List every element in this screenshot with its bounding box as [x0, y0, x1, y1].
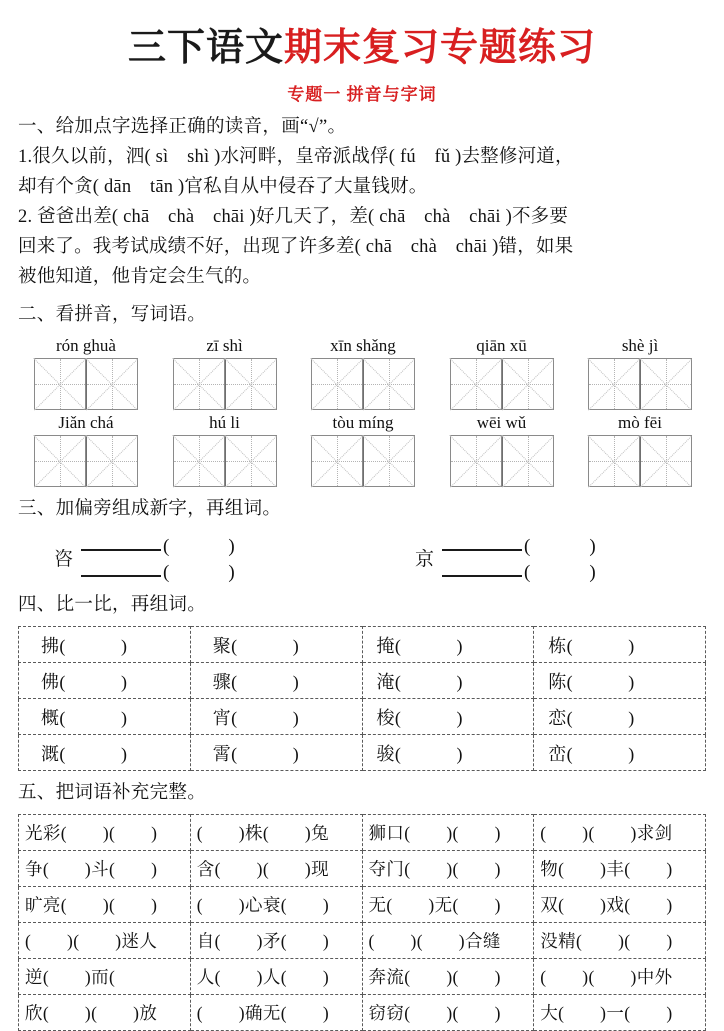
writing-box-pair[interactable]	[173, 358, 277, 410]
table-cell[interactable]: 宵( )	[190, 699, 362, 735]
writing-box-pair[interactable]	[34, 435, 138, 487]
writing-box-pair[interactable]	[311, 358, 415, 410]
section-one-q1-line1: 1.很久以前，泗( sì shì )水河畔，皇帝派战俘( fú fǔ )去整修河道，	[18, 146, 574, 167]
pinyin-label: mò fēi	[618, 412, 662, 432]
table-cell[interactable]: ( )心衰( )	[190, 887, 362, 923]
table-cell[interactable]: 无( )无( )	[362, 887, 534, 923]
table-cell[interactable]: 栋( )	[534, 627, 706, 663]
compare-words-table	[18, 626, 706, 771]
table-cell[interactable]: 佛( )	[19, 663, 191, 699]
write-blank[interactable]	[81, 563, 161, 577]
table-cell[interactable]: 物( )丰( )	[534, 851, 706, 887]
table-cell[interactable]: 争( )斗( )	[19, 851, 191, 887]
pinyin-label: rón ghuà	[56, 335, 116, 355]
writing-box[interactable]	[588, 435, 640, 487]
pinyin-grid-group	[173, 412, 277, 487]
pinyin-label: zī shì	[206, 335, 243, 355]
section-five	[18, 779, 706, 1031]
writing-box-pair[interactable]	[450, 358, 554, 410]
table-cell[interactable]: 霄( )	[190, 735, 362, 771]
pinyin-grid-row-1	[18, 335, 706, 410]
title-red-part: 期末复习专题练习	[284, 27, 597, 69]
table-row	[19, 699, 706, 735]
pinyin-grid-group	[34, 412, 138, 487]
pinyin-grid-group	[450, 335, 554, 410]
table-row	[19, 663, 706, 699]
section-two	[18, 301, 706, 487]
answer-line[interactable]	[442, 557, 596, 583]
table-cell[interactable]: 淹( )	[362, 663, 534, 699]
writing-box[interactable]	[34, 358, 86, 410]
table-cell[interactable]: 梭( )	[362, 699, 534, 735]
table-cell[interactable]: ( )( )迷人	[19, 923, 191, 959]
section-four	[18, 591, 706, 771]
table-cell[interactable]: ( )( )求剑	[534, 815, 706, 851]
section-five-heading: 五、把词语补充完整。	[18, 783, 207, 804]
pinyin-label: shè jì	[621, 335, 659, 355]
section-one-q2-line2: 回来了。我考试成绩不好，出现了许多差( chā chà chāi )错，如果	[18, 236, 574, 257]
pinyin-grid-group	[588, 412, 692, 487]
table-row	[19, 851, 706, 887]
complete-idioms-table	[18, 814, 706, 1031]
writing-box-pair[interactable]	[34, 358, 138, 410]
table-cell[interactable]: 峦( )	[534, 735, 706, 771]
section-four-heading: 四、比一比，再组词。	[18, 595, 207, 616]
writing-box-pair[interactable]	[450, 435, 554, 487]
writing-box[interactable]	[225, 435, 277, 487]
table-cell[interactable]: 双( )戏( )	[534, 887, 706, 923]
table-cell[interactable]: 骤( )	[190, 663, 362, 699]
pinyin-grid-group	[588, 335, 692, 410]
answer-line[interactable]	[81, 531, 235, 557]
table-cell[interactable]: 奔流( )( )	[362, 959, 534, 995]
page-title-block	[18, 0, 706, 105]
writing-box[interactable]	[173, 358, 225, 410]
table-cell[interactable]: 狮口( )( )	[362, 815, 534, 851]
table-cell[interactable]: 溉( )	[19, 735, 191, 771]
writing-box-pair[interactable]	[588, 435, 692, 487]
section-two-heading: 二、看拼音，写词语。	[18, 304, 207, 325]
table-cell[interactable]: 大( )一( )	[534, 995, 706, 1031]
pinyin-grid-group	[311, 335, 415, 410]
radical-exercise-item	[415, 531, 706, 583]
pinyin-grid-row-2	[18, 412, 706, 487]
table-cell[interactable]: 光彩( )( )	[19, 815, 191, 851]
base-character: 咨	[54, 548, 74, 570]
section-one-q2-line1: 2. 爸爸出差( chā chà chāi )好几天了，差( chā chà chāi )不多要	[18, 206, 569, 227]
base-character: 京	[415, 548, 435, 570]
section-one-q1-line2: 却有个贪( dān tān )官私自从中侵吞了大量钱财。	[18, 176, 428, 197]
writing-box[interactable]	[450, 435, 502, 487]
pinyin-label: Jiǎn chá	[58, 412, 114, 432]
table-cell[interactable]: 掩( )	[362, 627, 534, 663]
pinyin-label: tòu míng	[332, 412, 394, 432]
table-cell[interactable]: 夺门( )( )	[362, 851, 534, 887]
table-row	[19, 735, 706, 771]
pinyin-grid-group	[34, 335, 138, 410]
pinyin-label: wēi wǔ	[476, 412, 527, 432]
table-row	[19, 815, 706, 851]
writing-box[interactable]	[502, 358, 554, 410]
write-blank[interactable]	[442, 537, 522, 551]
writing-box[interactable]	[502, 435, 554, 487]
pinyin-grid-group	[173, 335, 277, 410]
writing-box[interactable]	[86, 435, 138, 487]
pinyin-grid-group	[450, 412, 554, 487]
section-three	[18, 495, 706, 583]
writing-box[interactable]	[34, 435, 86, 487]
section-three-heading: 三、加偏旁组成新字，再组词。	[18, 499, 282, 520]
pinyin-label: qiān xū	[476, 335, 527, 355]
answer-paren[interactable]: ( )	[524, 535, 597, 557]
table-cell[interactable]: 自( )矛( )	[190, 923, 362, 959]
table-cell[interactable]: ( )( )中外	[534, 959, 706, 995]
table-cell[interactable]: 骏( )	[362, 735, 534, 771]
table-cell[interactable]: ( )株( )兔	[190, 815, 362, 851]
table-cell[interactable]: 陈( )	[534, 663, 706, 699]
table-row	[19, 995, 706, 1031]
write-blank[interactable]	[81, 537, 161, 551]
table-row	[19, 627, 706, 663]
table-cell[interactable]: 欣( )( )放	[19, 995, 191, 1031]
writing-box[interactable]	[311, 358, 363, 410]
table-cell[interactable]: 概( )	[19, 699, 191, 735]
writing-box[interactable]	[588, 358, 640, 410]
writing-box[interactable]	[450, 358, 502, 410]
table-cell[interactable]: 拂( )	[19, 627, 191, 663]
section-one-heading: 一、给加点字选择正确的读音，画“√”。	[18, 116, 347, 137]
answer-paren[interactable]: ( )	[163, 535, 236, 557]
writing-box-pair[interactable]	[588, 358, 692, 410]
answer-paren[interactable]: ( )	[524, 561, 597, 583]
answer-line[interactable]	[442, 531, 596, 557]
table-row	[19, 923, 706, 959]
answer-lines	[81, 531, 235, 583]
answer-line[interactable]	[81, 557, 235, 583]
writing-box[interactable]	[363, 358, 415, 410]
section-one-q2-line3: 被他知道，他肯定会生气的。	[18, 266, 262, 287]
answer-lines	[442, 531, 596, 583]
table-cell[interactable]: 聚( )	[190, 627, 362, 663]
table-cell[interactable]: 人( )人( )	[190, 959, 362, 995]
writing-box-pair[interactable]	[173, 435, 277, 487]
writing-box[interactable]	[640, 358, 692, 410]
table-cell[interactable]: 没精( )( )	[534, 923, 706, 959]
table-row	[19, 959, 706, 995]
radical-exercise-item	[54, 531, 345, 583]
table-cell[interactable]: 含( )( )现	[190, 851, 362, 887]
table-cell[interactable]: ( )确无( )	[190, 995, 362, 1031]
table-cell[interactable]: ( )( )合缝	[362, 923, 534, 959]
page-title	[18, 26, 706, 71]
page-subtitle: 专题一 拼音与字词	[287, 84, 437, 104]
title-black-part: 三下语文	[127, 27, 284, 69]
section-one	[18, 113, 706, 293]
table-cell[interactable]: 逆( )而(	[19, 959, 191, 995]
writing-box[interactable]	[363, 435, 415, 487]
write-blank[interactable]	[442, 563, 522, 577]
pinyin-grid-section	[18, 335, 706, 488]
pinyin-label: xīn shǎng	[330, 335, 396, 355]
table-cell[interactable]: 恋( )	[534, 699, 706, 735]
writing-box[interactable]	[86, 358, 138, 410]
writing-box[interactable]	[173, 435, 225, 487]
pinyin-label: hú li	[209, 412, 240, 432]
writing-box[interactable]	[311, 435, 363, 487]
table-cell[interactable]: 旷亮( )( )	[19, 887, 191, 923]
answer-paren[interactable]: ( )	[163, 561, 236, 583]
pinyin-grid-group	[311, 412, 415, 487]
writing-box[interactable]	[225, 358, 277, 410]
table-row	[19, 887, 706, 923]
writing-box[interactable]	[640, 435, 692, 487]
radical-exercise-row	[18, 531, 706, 583]
table-cell[interactable]: 窃窃( )( )	[362, 995, 534, 1031]
writing-box-pair[interactable]	[311, 435, 415, 487]
